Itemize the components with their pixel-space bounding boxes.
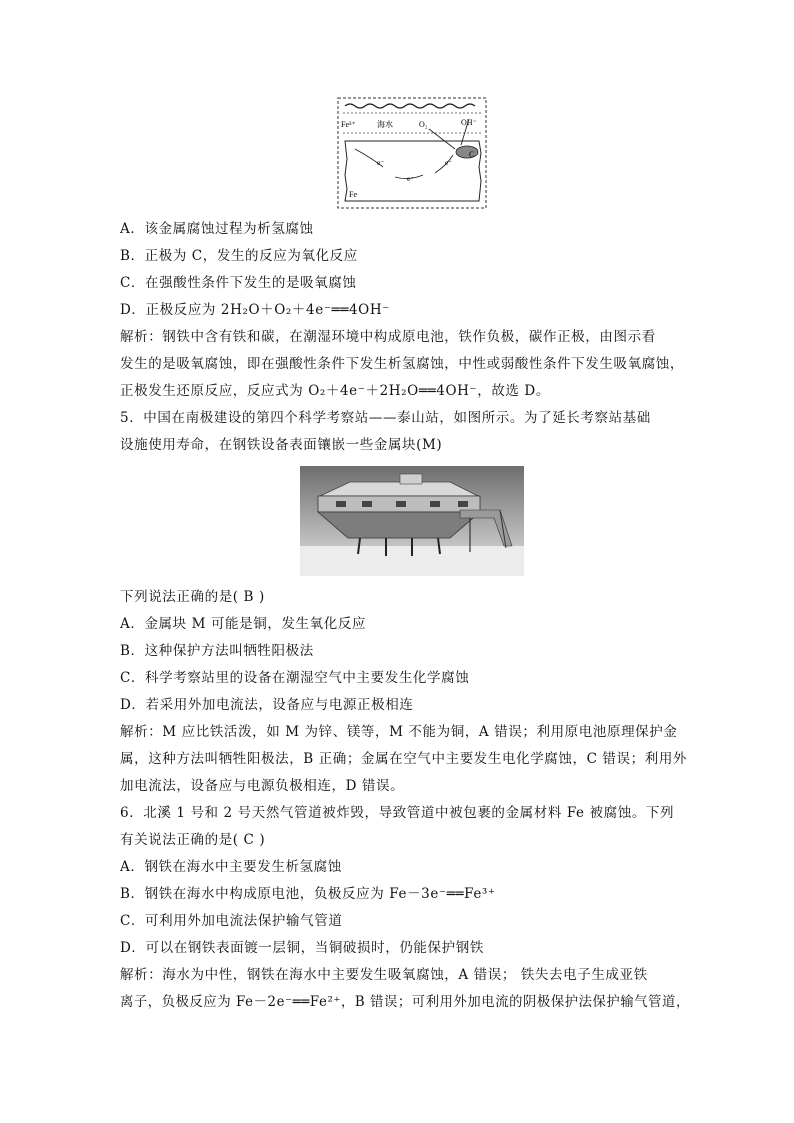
label-c: C [469, 150, 475, 159]
window-4 [430, 501, 440, 507]
q5-stem-line-1: 5．中国在南极建设的第四个科学考察站——泰山站，如图所示。为了延长考察站基础 [120, 410, 651, 426]
q5-analysis-line-3: 加电流法，设备应与电源负极相连，D 错误。 [120, 778, 405, 794]
q5-option-d: D．若采用外加电流法，设备应与电源正极相连 [120, 697, 414, 713]
q6-option-b: B．钢铁在海水中构成原电池，负极反应为 Fe－3e⁻══Fe³⁺ [120, 886, 496, 902]
q4-analysis-line-1: 解析：钢铁中含有铁和碳，在潮湿环境中构成原电池，铁作负极，碳作正极，由图示看 [120, 329, 656, 345]
window-3 [396, 501, 406, 507]
label-fe: Fe [349, 190, 357, 199]
q5-option-c: C．科学考察站里的设备在潮湿空气中主要发生化学腐蚀 [120, 670, 470, 686]
label-e2: e⁻ [407, 174, 415, 183]
window-2 [362, 501, 372, 507]
window-5 [458, 501, 468, 507]
q4-option-b: B．正极为 C，发生的反应为氧化反应 [120, 248, 358, 264]
taishan-station-photo [300, 466, 524, 576]
q6-option-c: C．可利用外加电流法保护输气管道 [120, 913, 343, 929]
label-oh: OH⁻ [461, 118, 477, 127]
q6-stem-line-2: 有关说法正确的是( C ) [120, 832, 266, 848]
label-o2: O₂ [419, 120, 428, 129]
q4-analysis-line-3: 正极发生还原反应，反应式为 O₂＋4e⁻＋2H₂O══4OH⁻，故选 D。 [120, 383, 550, 399]
q5-analysis-line-1: 解析：M 应比铁活泼，如 M 为锌、镁等，M 不能为铜，A 错误；利用原电池原理保护金 [120, 724, 678, 740]
roof-cabin [400, 474, 422, 484]
q5-ask: 下列说法正确的是( B ) [120, 589, 265, 605]
q5-analysis-line-2: 属，这种方法叫牺牲阳极法，B 正确；金属在空气中主要发生电化学腐蚀，C 错误；利用外 [120, 751, 688, 767]
q4-option-d: D．正极反应为 2H₂O＋O₂＋4e⁻══4OH⁻ [120, 302, 390, 318]
q6-analysis-line-1: 解析：海水为中性，钢铁在海水中主要发生吸氧腐蚀，A 错误； 铁失去电子生成亚铁 [120, 967, 648, 983]
label-e1: e⁻ [377, 158, 385, 167]
q4-option-c: C．在强酸性条件下发生的是吸氧腐蚀 [120, 275, 357, 291]
label-e3: e⁻ [445, 158, 453, 167]
q6-analysis-line-2: 离子，负极反应为 Fe－2e⁻══Fe²⁺，B 错误；可利用外加电流的阴极保护法保护输气管道， [120, 994, 690, 1010]
window-1 [336, 501, 346, 507]
label-fe3: Fe³⁺ [341, 120, 356, 129]
carbon-particle [456, 146, 478, 158]
label-seawater: 海水 [377, 120, 393, 129]
q5-option-b: B．这种保护方法叫牺牲阳极法 [120, 643, 314, 659]
q6-stem-line-1: 6．北溪 1 号和 2 号天然气管道被炸毁，导致管道中被包裹的金属材料 Fe 被腐蚀。下列 [120, 805, 675, 821]
q4-option-a: A．该金属腐蚀过程为析氢腐蚀 [120, 221, 314, 237]
q5-option-a: A．金属块 M 可能是铜，发生氧化反应 [120, 616, 367, 632]
water-surface-wave [345, 104, 475, 108]
q6-option-d: D．可以在钢铁表面镀一层铜，当铜破损时，仍能保护钢铁 [120, 940, 484, 956]
corrosion-diagram [337, 97, 487, 209]
q4-analysis-line-2: 发生的是吸氧腐蚀，即在强酸性条件下发生析氢腐蚀，中性或弱酸性条件下发生吸氧腐蚀， [120, 356, 684, 372]
q5-stem-line-2: 设施使用寿命，在钢铁设备表面镶嵌一些金属块(M) [120, 437, 443, 453]
q6-option-a: A．钢铁在海水中主要发生析氢腐蚀 [120, 859, 342, 875]
